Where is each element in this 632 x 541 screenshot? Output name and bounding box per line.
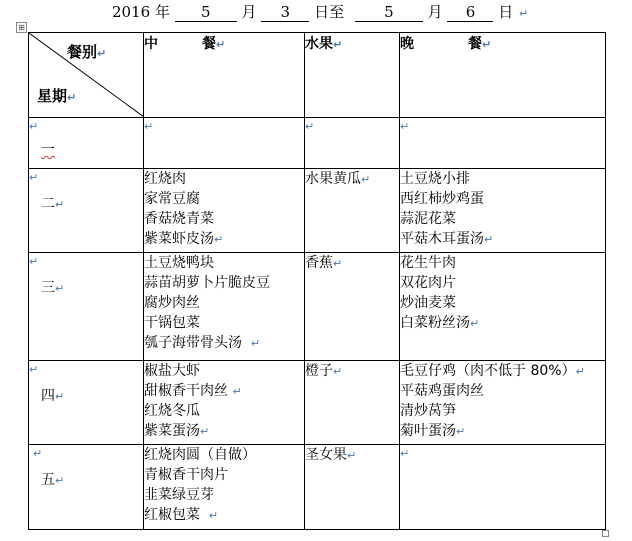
dinner-cell[interactable]: ↵ bbox=[400, 118, 606, 169]
fruit-header[interactable]: 水果↵ bbox=[305, 33, 400, 118]
lunch-cell[interactable] bbox=[144, 361, 305, 445]
lunch-cell[interactable] bbox=[144, 253, 305, 361]
meal-type-label: 餐别↵ bbox=[67, 43, 107, 61]
dish-item: 韭菜绿豆芽 bbox=[144, 487, 214, 503]
lunch-header[interactable]: 中 餐↵ bbox=[144, 33, 305, 118]
dish-item: 花生牛肉 bbox=[400, 255, 456, 271]
fruit-cell[interactable] bbox=[305, 361, 400, 445]
paragraph-mark: ↵ bbox=[519, 6, 529, 20]
dish-item: 红烧冬瓜 bbox=[144, 403, 200, 419]
end-month-field[interactable]: 5 bbox=[355, 2, 423, 22]
lunch-cell[interactable]: ↵ bbox=[144, 118, 305, 169]
weekday-name: 一 bbox=[41, 142, 55, 158]
weekday-cell[interactable]: ↵ 一 bbox=[29, 118, 144, 169]
dish-item: 瓠子海带骨头汤 ↵ bbox=[144, 335, 261, 351]
fruit-item: 水果黄瓜↵ bbox=[305, 171, 371, 187]
weekday-cell[interactable]: ↵ 四↵ bbox=[29, 361, 144, 445]
weekly-menu-table bbox=[28, 32, 606, 530]
dish-item: 紫菜蛋汤↵ bbox=[144, 423, 210, 439]
fruit-cell[interactable]: ↵ bbox=[305, 118, 400, 169]
diagonal-header-cell[interactable] bbox=[29, 33, 144, 118]
dish-item: 甜椒香干肉丝 ↵ bbox=[144, 383, 242, 399]
dish-item: 清炒莴笋 bbox=[400, 403, 456, 419]
dish-item: 菊叶蛋汤↵ bbox=[400, 423, 466, 439]
fruit-cell[interactable] bbox=[305, 169, 400, 253]
start-day-field[interactable]: 3 bbox=[261, 2, 309, 22]
dish-item: 平菇木耳蛋汤↵ bbox=[400, 231, 494, 247]
dish-item: 毛豆仔鸡（肉不低于 80%）↵ bbox=[400, 363, 585, 379]
dish-item: 紫菜虾皮汤↵ bbox=[144, 231, 224, 247]
weekday-label: 星期↵ bbox=[37, 87, 77, 105]
dinner-cell[interactable] bbox=[400, 253, 606, 361]
month-label-1: 月 bbox=[241, 3, 257, 21]
dish-item: 青椒香干肉片 bbox=[144, 467, 228, 483]
dinner-cell[interactable] bbox=[400, 361, 606, 445]
dish-item: 平菇鸡蛋肉丝 bbox=[400, 383, 484, 399]
dish-item: 红烧肉 bbox=[144, 171, 186, 187]
dish-item: 红椒包菜 ↵ bbox=[144, 507, 219, 523]
fruit-cell[interactable] bbox=[305, 253, 400, 361]
weekday-name: 三↵ bbox=[41, 280, 65, 296]
dish-item: 红烧肉圆（自做） bbox=[144, 447, 256, 463]
dish-item: 土豆烧鸭块 bbox=[144, 255, 214, 271]
date-range-header bbox=[112, 2, 528, 22]
table-header-row bbox=[29, 33, 606, 118]
dinner-header[interactable]: 晚 餐↵ bbox=[400, 33, 606, 118]
table-row bbox=[29, 361, 606, 445]
weekday-cell[interactable]: ↵ 五↵ bbox=[29, 445, 144, 530]
dish-item: 家常豆腐 bbox=[144, 191, 200, 207]
weekday-cell[interactable]: ↵ 二↵ bbox=[29, 169, 144, 253]
fruit-item: 圣女果↵ bbox=[305, 447, 357, 463]
table-row bbox=[29, 253, 606, 361]
dish-item: 蒜苗胡萝卜片脆皮豆 bbox=[144, 275, 270, 291]
dinner-cell[interactable]: ↵ bbox=[400, 445, 606, 530]
weekday-name: 二↵ bbox=[41, 196, 65, 212]
day-to-label: 日至 bbox=[314, 3, 345, 21]
weekday-name: 四↵ bbox=[41, 388, 65, 404]
weekday-cell[interactable]: ↵ 三↵ bbox=[29, 253, 144, 361]
table-row bbox=[29, 118, 606, 169]
dish-item: 腐炒肉丝 bbox=[144, 295, 200, 311]
table-row bbox=[29, 169, 606, 253]
table-resize-handle-icon[interactable] bbox=[602, 530, 609, 537]
lunch-cell[interactable] bbox=[144, 445, 305, 530]
fruit-item: 香蕉↵ bbox=[305, 255, 343, 271]
dish-item: 土豆烧小排 bbox=[400, 171, 470, 187]
fruit-item: 橙子↵ bbox=[305, 363, 343, 379]
fruit-cell[interactable] bbox=[305, 445, 400, 530]
dish-item: 白菜粉丝汤↵ bbox=[400, 315, 480, 331]
start-month-field[interactable]: 5 bbox=[175, 2, 237, 22]
table-move-handle-icon[interactable]: ⊞ bbox=[16, 22, 27, 33]
year-text: 2016 年 bbox=[112, 3, 170, 21]
dish-item: 椒盐大虾 bbox=[144, 363, 200, 379]
dish-item: 蒜泥花菜 bbox=[400, 211, 456, 227]
dish-item: 干锅包菜 bbox=[144, 315, 200, 331]
dinner-cell[interactable] bbox=[400, 169, 606, 253]
month-label-2: 月 bbox=[427, 3, 443, 21]
end-day-field[interactable]: 6 bbox=[447, 2, 493, 22]
table-row bbox=[29, 445, 606, 530]
dish-item: 炒油麦菜 bbox=[400, 295, 456, 311]
dish-item: 西红柿炒鸡蛋 bbox=[400, 191, 484, 207]
dish-item: 双花肉片 bbox=[400, 275, 456, 291]
lunch-cell[interactable] bbox=[144, 169, 305, 253]
day-end-label: 日 bbox=[498, 3, 514, 21]
weekday-name: 五↵ bbox=[41, 472, 65, 488]
dish-item: 香菇烧青菜 bbox=[144, 211, 214, 227]
